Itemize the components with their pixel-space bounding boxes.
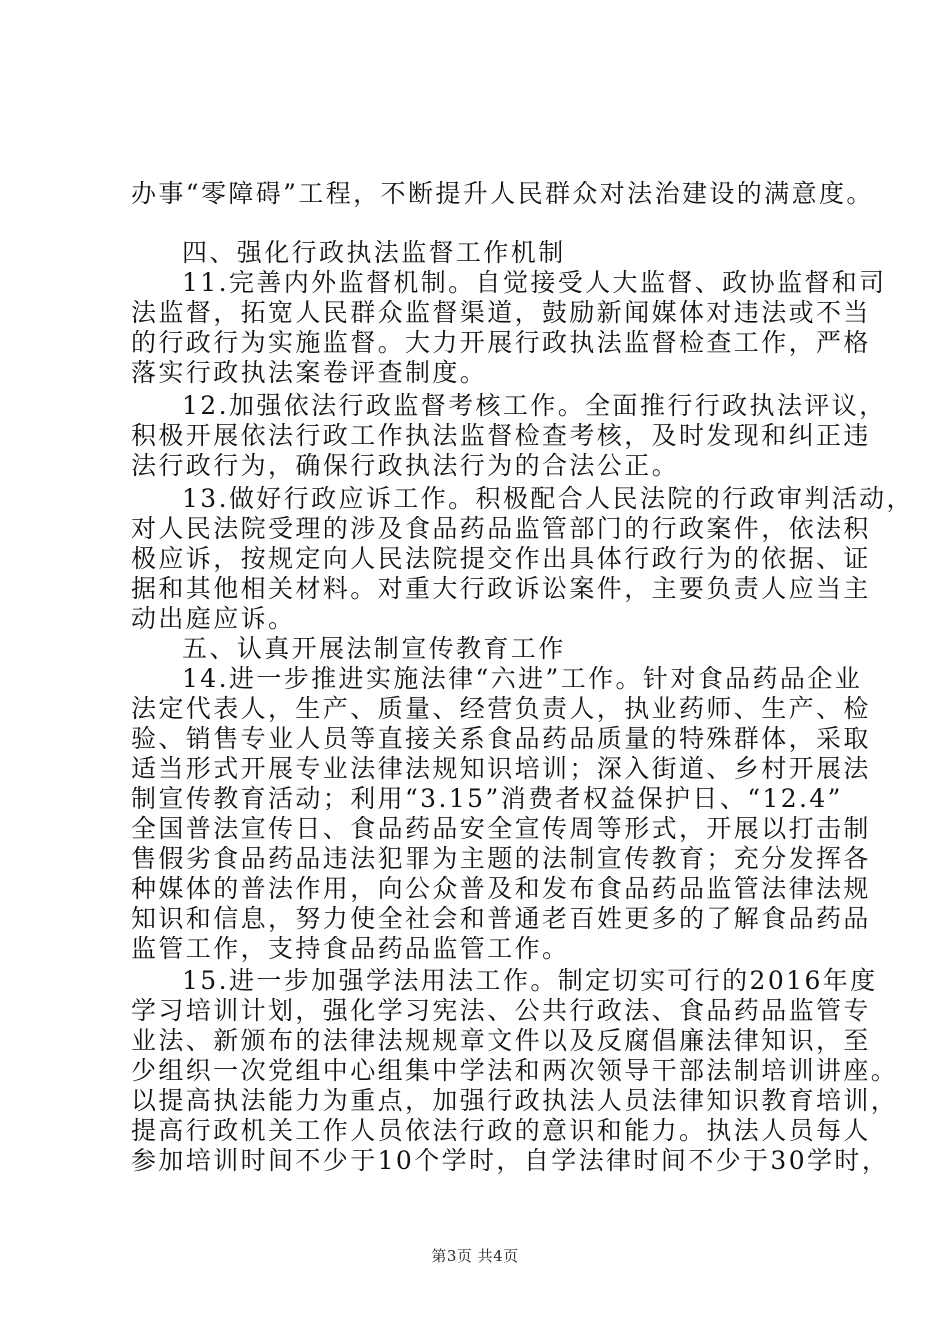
body-text-line: 的行政行为实施监督。大力开展行政执法监督检查工作，严格	[131, 328, 871, 357]
body-text-line: 学习培训计划，强化学习宪法、公共行政法、食品药品监管专	[131, 996, 871, 1025]
body-text-line: 14.进一步推进实施法律“六进”工作。针对食品药品企业	[182, 664, 863, 693]
body-text-line: 落实行政执法案卷评查制度。	[131, 358, 488, 387]
body-text-line: 少组织一次党组中心组集中学法和两次领导干部法制培训讲座。	[131, 1056, 899, 1085]
body-text-line: 15.进一步加强学法用法工作。制定切实可行的2016年度	[182, 966, 878, 995]
body-text-line: 提高行政机关工作人员依法行政的意识和能力。执法人员每人	[131, 1116, 871, 1145]
body-text-line: 法行政行为，确保行政执法行为的合法公正。	[131, 451, 680, 480]
body-text-line: 办事“零障碍”工程，不断提升人民群众对法治建设的满意度。	[131, 179, 874, 208]
body-text-line: 法定代表人，生产、质量、经营负责人，执业药师、生产、检	[131, 694, 871, 723]
body-text-line: 以提高执法能力为重点，加强行政执法人员法律知识教育培训，	[131, 1086, 899, 1115]
body-text-line: 极应诉，按规定向人民法院提交作出具体行政行为的依据、证	[131, 544, 871, 573]
body-text-line: 知识和信息，努力使全社会和普通老百姓更多的了解食品药品	[131, 904, 871, 933]
body-text-line: 12.加强依法行政监督考核工作。全面推行行政执法评议，	[182, 391, 887, 420]
section-heading: 四、强化行政执法监督工作机制	[182, 238, 566, 267]
body-text-line: 全国普法宣传日、食品药品安全宣传周等形式，开展以打击制	[131, 814, 871, 843]
body-text-line: 种媒体的普法作用，向公众普及和发布食品药品监管法律法规	[131, 874, 871, 903]
body-text-line: 制宣传教育活动；利用“3.15”消费者权益保护日、“12.4”	[131, 784, 843, 813]
body-text-line: 11.完善内外监督机制。自觉接受人大监督、政协监督和司	[182, 268, 887, 297]
body-text-line: 参加培训时间不少于10个学时，自学法律时间不少于30学时，	[131, 1146, 890, 1175]
body-text-line: 积极开展依法行政工作执法监督检查考核，及时发现和纠正违	[131, 421, 871, 450]
body-text-line: 验、销售专业人员等直接关系食品药品质量的特殊群体，采取	[131, 724, 871, 753]
page-footer: 第3页 共4页	[431, 1247, 519, 1265]
body-text-line: 动出庭应诉。	[131, 604, 296, 633]
body-text-line: 法监督，拓宽人民群众监督渠道，鼓励新闻媒体对违法或不当	[131, 298, 871, 327]
body-text-line: 业法、新颁布的法律法规规章文件以及反腐倡廉法律知识，至	[131, 1026, 871, 1055]
body-text-line: 对人民法院受理的涉及食品药品监管部门的行政案件，依法积	[131, 514, 871, 543]
section-heading: 五、认真开展法制宣传教育工作	[182, 634, 566, 663]
body-text-line: 适当形式开展专业法律法规知识培训；深入街道、乡村开展法	[131, 754, 871, 783]
body-text-line: 据和其他相关材料。对重大行政诉讼案件，主要负责人应当主	[131, 574, 871, 603]
body-text-line: 监管工作，支持食品药品监管工作。	[131, 934, 570, 963]
body-text-line: 售假劣食品药品违法犯罪为主题的法制宣传教育；充分发挥各	[131, 844, 871, 873]
body-text-line: 13.做好行政应诉工作。积极配合人民法院的行政审判活动，	[182, 484, 914, 513]
